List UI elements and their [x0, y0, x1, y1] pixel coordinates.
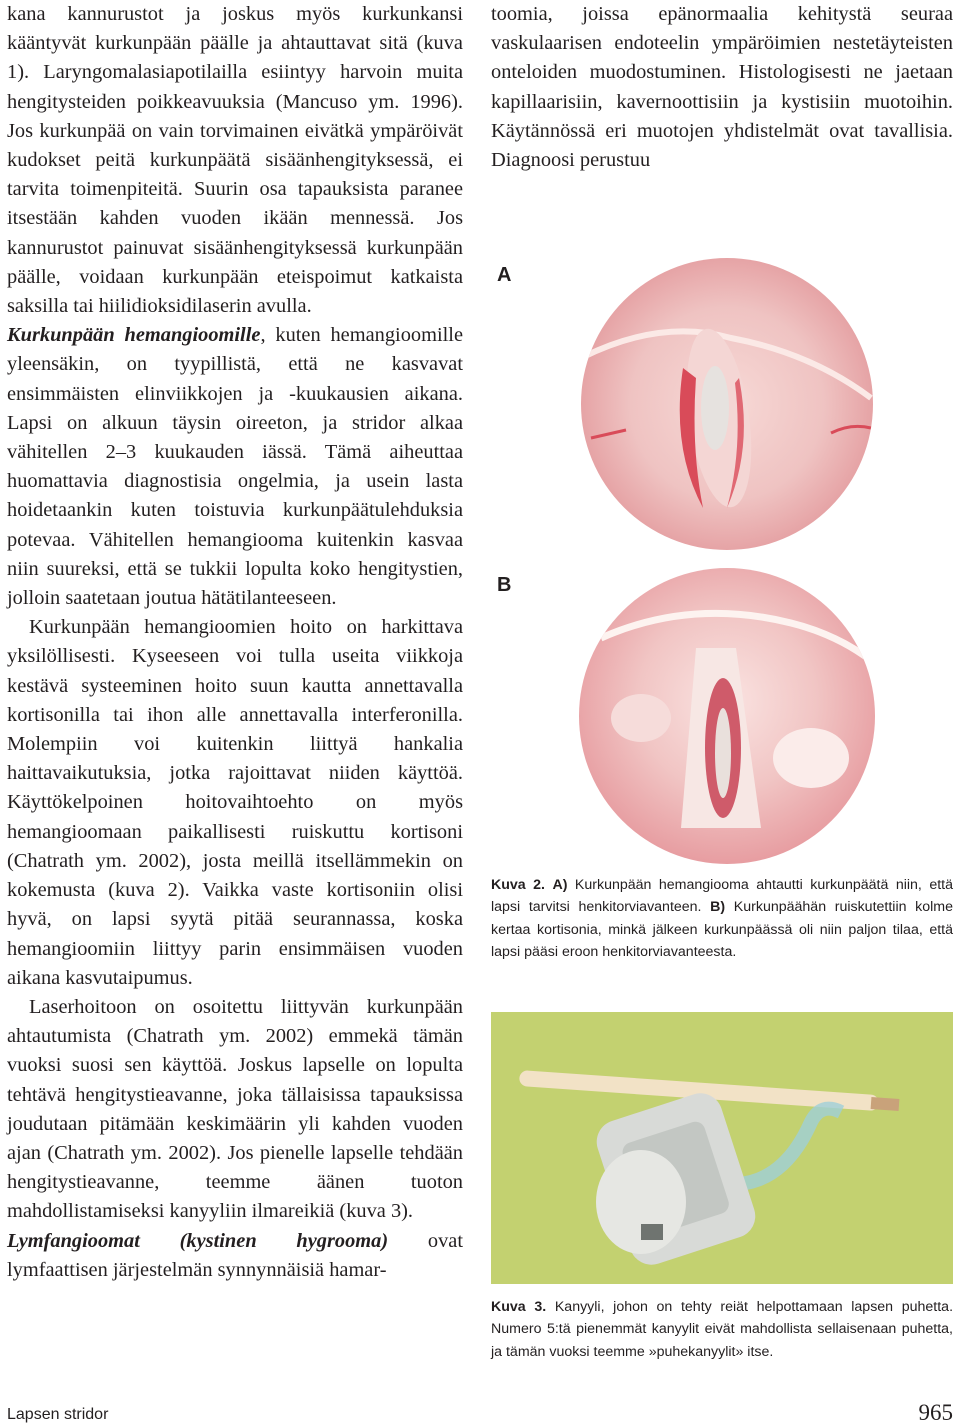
body-paragraph-2-text: , kuten hemangioomille yleensäkin, on tyypillistä, että ne kasvavat ensimmäisten elinviikkojen ja -kuukausien aikana. Lapsi on alkuun täysin oireeton, ja stridor alkaa vähitellen 2–3 kuukauden iässä. Tämä aiheuttaa huomattavia diagnostisia ongelmia, ja usein lasta hoidetaankin kuten toistuvia kurkunpäätulehduksia potevaa. Vähitellen hemangiooma kuitenkin kasvaa niin suureksi, että se tukkii lopulta koko hengitystien, jolloin saatetaan joutua hätätilanteeseen.: [7, 324, 463, 610]
laryngoscopy-image-b: [491, 568, 953, 864]
figure-2-caption-b-label: B): [710, 899, 726, 916]
figure-2b-label: B: [497, 574, 512, 596]
figure-2-caption-b-text: Kurkunpäähän ruiskutettiin kolme kertaa kortisonia, minkä jälkeen kurkunpäässä oli niin paljon tilaa, että lapsi pääsi eroon henkitorviavanteesta.: [491, 899, 953, 961]
figure-3-caption: [491, 1296, 953, 1363]
term-lymfangioomat: Lymfangioomat (kystinen hygrooma): [7, 1229, 389, 1252]
right-body-paragraph: toomia, joissa epänormaalia kehitystä seuraa vaskulaarisen endoteelin ympäröimien nestetäyteisten onteloiden muodostuminen. Histologisesti ne jaetaan kapillaarisiin, kavernoottisiin ja kystisiin muotoihin. Käytännössä eri muotojen yhdistelmät ovat tavallisia. Diagnoosi perustuu: [491, 3, 953, 172]
figure-3-caption-text: Kanyyli, johon on tehty reiät helpottamaan lapsen puhetta. Numero 5:tä pienemmät kanyylit eivät mahdollista sellaisenaan puhetta, ja tämän vuoksi teemme »puhekanyylit» itse.: [491, 1299, 954, 1360]
figure-3-photo: [491, 1012, 953, 1284]
term-kurkunpaan-hemangioomille: Kurkunpään hemangioomille: [7, 324, 261, 347]
figure-2b-photo: [491, 568, 953, 864]
body-paragraph-4: Laserhoitoon on osoitettu liittyvän kurkunpään ahtautumista (Chatrath ym. 2002) emmekä tämän vuoksi suosi sen käyttöä. Joskus lapselle on lopulta tehtävä hengitystieavanne, joka tällaisissa tapauksissa joudutaan pitämään keskimäärin yli kahden vuoden ajan (Chatrath ym. 2002). Jos pienelle lapselle tehdään hengitystieavanne, teemme äänen tuoton mahdollistamiseksi kanyyliin ilmareikiä (kuva 3).: [7, 995, 463, 1223]
laryngoscopy-image-a: [491, 258, 953, 550]
tracheostomy-cannula-image: [491, 1012, 953, 1284]
figure-2-caption: [491, 874, 953, 964]
left-column: [7, 0, 463, 1285]
running-title: Lapsen stridor: [7, 1406, 109, 1423]
figure-2-caption-a-label: A): [552, 877, 568, 893]
body-paragraph-5-text: ovat lymfaattisen järjestelmän synnynnäisiä hamar-: [7, 1229, 463, 1281]
page-footer: [7, 1398, 953, 1428]
figure-2-caption-title: Kuva 2.: [491, 877, 545, 893]
right-column: [491, 0, 954, 1360]
body-paragraph-3: Kurkunpään hemangioomien hoito on harkittava yksilöllisesti. Kyseeseen voi tulla useita viikkoja kestävä systeeminen hoito suun kautta annettavalla kortisonilla tai ihon alle annettavalla interferonilla. Molempiin voi kuitenkin liittyä hankalia haittavaikutuksia, jotka rajoittavat niiden käyttöä. Käyttökelpoinen hoitovaihtoehto on myös hemangioomaan paikallisesti ruiskuttu kortisoni (Chatrath ym. 2002), josta meillä itsellämmekin on kokemusta (kuva 2). Vaikka vaste kortisoniin olisi hyvä, on lapsi syytä pitää seurannassa, koska hemangioomiin liittyy parin ensimmäisen vuoden aikana kasvutaipumus.: [7, 616, 463, 989]
figure-2a-label: A: [497, 264, 512, 286]
body-paragraph-1: kana kannurustot ja joskus myös kurkunkansi kääntyvät kurkunpään päälle ja ahtauttavat sitä (kuva 1). Laryngomalasiapotilailla esiintyy harvoin muita hengitysteiden poikkeavuuksia (Mancuso ym. 1996). Jos kurkunpää on vain torvimainen eivätkä ympäröivät kudokset peitä kurkunpäätä sisäänhengityksessä, ei tarvita toimenpiteitä. Suurin osa tapauksista paranee itsestään kahden vuoden ikään mennessä. Jos kannurustot painuvat sisäänhengityksessä kurkunpään päälle, voidaan kurkunpään eteispoimut katkaista saksilla tai hiilidioksidilaserin avulla.: [7, 3, 463, 318]
page-number: 965: [918, 1400, 953, 1425]
body-paragraph-2: [7, 321, 463, 613]
figure-2-caption-a-text: Kurkunpään hemangiooma ahtautti kurkunpäätä niin, että lapsi tarvitsi henkitorviavanteen.: [491, 877, 953, 916]
body-paragraph-5: [7, 1227, 463, 1285]
figure-3-caption-title: Kuva 3.: [491, 1299, 547, 1315]
figure-2a-photo: [491, 258, 953, 550]
